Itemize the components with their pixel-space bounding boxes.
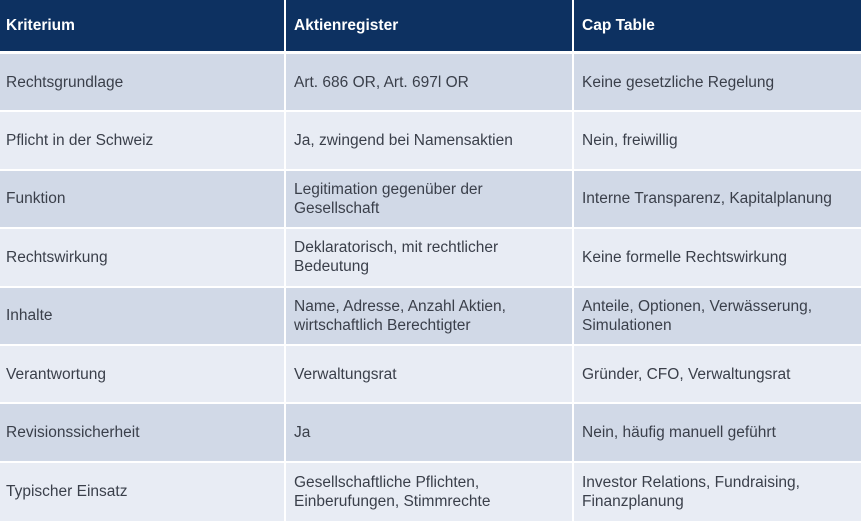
table-cell-aktienregister: Art. 686 OR, Art. 697l OR — [286, 54, 574, 112]
table-cell-cap-table: Nein, häufig manuell geführt — [574, 404, 861, 462]
table-cell-criterion: Verantwortung — [0, 346, 286, 404]
header-cap-table: Cap Table — [574, 0, 861, 54]
table-cell-aktienregister: Name, Adresse, Anzahl Aktien, wirtschaftlich Berechtigter — [286, 288, 574, 346]
table-cell-aktienregister: Deklaratorisch, mit rechtlicher Bedeutung — [286, 229, 574, 287]
table-cell-criterion: Typischer Einsatz — [0, 463, 286, 521]
table-cell-cap-table: Interne Transparenz, Kapitalplanung — [574, 171, 861, 229]
table-cell-cap-table: Nein, freiwillig — [574, 112, 861, 170]
table-cell-aktienregister: Verwaltungsrat — [286, 346, 574, 404]
table-cell-aktienregister: Ja — [286, 404, 574, 462]
table-cell-cap-table: Gründer, CFO, Verwaltungsrat — [574, 346, 861, 404]
table-cell-criterion: Revisionssicherheit — [0, 404, 286, 462]
table-cell-criterion: Pflicht in der Schweiz — [0, 112, 286, 170]
table-cell-cap-table: Anteile, Optionen, Verwässerung, Simulationen — [574, 288, 861, 346]
table-cell-criterion: Rechtsgrundlage — [0, 54, 286, 112]
header-kriterium: Kriterium — [0, 0, 286, 54]
table-cell-criterion: Funktion — [0, 171, 286, 229]
table-cell-cap-table: Keine formelle Rechtswirkung — [574, 229, 861, 287]
table-cell-aktienregister: Gesellschaftliche Pflichten, Einberufungen, Stimmrechte — [286, 463, 574, 521]
table-cell-criterion: Rechtswirkung — [0, 229, 286, 287]
table-cell-criterion: Inhalte — [0, 288, 286, 346]
table-cell-aktienregister: Legitimation gegenüber der Gesellschaft — [286, 171, 574, 229]
table-cell-cap-table: Investor Relations, Fundraising, Finanzplanung — [574, 463, 861, 521]
table-cell-cap-table: Keine gesetzliche Regelung — [574, 54, 861, 112]
header-aktienregister: Aktienregister — [286, 0, 574, 54]
table-cell-aktienregister: Ja, zwingend bei Namensaktien — [286, 112, 574, 170]
